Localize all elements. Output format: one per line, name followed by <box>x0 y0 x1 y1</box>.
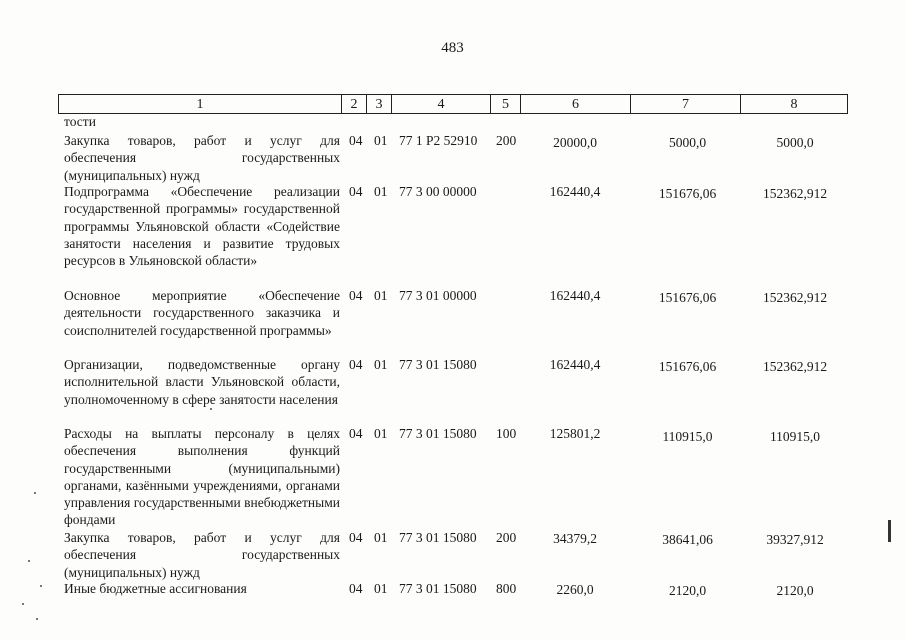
row-amount-2: 110915,0 <box>662 429 713 444</box>
scan-speck <box>210 408 212 410</box>
row-amount-2: 151676,06 <box>658 186 717 201</box>
row-amount-3: 5000,0 <box>776 135 814 150</box>
row-description: Основное мероприятие «Обеспечение деятельности государственного заказчика и соисполнителей государственной программы» <box>64 288 340 338</box>
row-target-code: 77 3 00 00000 <box>399 184 477 199</box>
row-section: 04 <box>349 426 363 441</box>
row-expense-type: 200 <box>496 530 517 545</box>
header-col-2: 2 <box>342 95 367 113</box>
scan-speck <box>28 560 30 562</box>
row-amount-3: 110915,0 <box>769 429 821 444</box>
row-amount-3: 152362,912 <box>762 290 828 305</box>
row-amount-1: 162440,4 <box>549 184 601 199</box>
row-target-code: 77 3 01 15080 <box>399 530 477 545</box>
row-amount-2: 2120,0 <box>668 583 707 598</box>
row-section: 04 <box>349 530 363 545</box>
row-subsection: 01 <box>374 426 388 441</box>
row-amount-2: 38641,06 <box>662 532 713 547</box>
row-amount-3: 39327,912 <box>766 532 824 547</box>
row-description: Расходы на выплаты персоналу в целях обеспечения выполнения функций государственными (муниципальными) органами, казёнными учреждениями, органами управления государственными внебюджетными фондами <box>64 426 340 528</box>
row-amount-1: 162440,4 <box>549 357 601 372</box>
row-section: 04 <box>349 581 363 596</box>
scan-speck <box>36 618 38 620</box>
row-amount-1: 162440,4 <box>549 288 601 303</box>
row-amount-1: 125801,2 <box>549 426 601 441</box>
header-col-8: 8 <box>790 97 798 112</box>
header-col-7: 7 <box>631 95 741 113</box>
row-target-code: 77 1 Р2 52910 <box>399 133 478 148</box>
page-number: 483 <box>441 40 464 56</box>
row-target-code: 77 3 01 15080 <box>399 581 477 596</box>
row-target-code: 77 3 01 15080 <box>399 357 477 372</box>
header-col-1: 1 <box>59 95 342 113</box>
row-amount-1: 2260,0 <box>556 582 594 597</box>
row-subsection: 01 <box>374 581 388 596</box>
row-amount-2: 151676,06 <box>658 290 717 305</box>
row-amount-2: 5000,0 <box>668 135 707 150</box>
row-amount-3: 152362,912 <box>762 359 828 374</box>
scan-speck <box>34 492 36 494</box>
continuation-text: тости <box>64 114 96 129</box>
scan-speck <box>22 603 24 605</box>
row-target-code: 77 3 01 15080 <box>399 426 477 441</box>
row-description: Закупка товаров, работ и услуг для обеспечения государственных (муниципальных) нужд <box>64 530 340 580</box>
row-expense-type: 100 <box>496 426 517 441</box>
row-description: Закупка товаров, работ и услуг для обеспечения государственных (муниципальных) нужд <box>64 133 340 183</box>
row-subsection: 01 <box>374 357 388 372</box>
row-amount-1: 34379,2 <box>553 531 597 546</box>
header-col-4: 4 <box>392 95 491 113</box>
row-section: 04 <box>349 184 363 199</box>
row-amount-2: 151676,06 <box>658 359 717 374</box>
header-col-3: 3 <box>367 95 392 113</box>
row-expense-type: 200 <box>496 133 517 148</box>
row-subsection: 01 <box>374 184 388 199</box>
row-target-code: 77 3 01 00000 <box>399 288 477 303</box>
row-subsection: 01 <box>374 133 388 148</box>
scan-speck <box>40 585 42 587</box>
row-expense-type: 800 <box>496 581 517 596</box>
row-section: 04 <box>349 357 363 372</box>
row-section: 04 <box>349 288 363 303</box>
table-header <box>58 94 848 114</box>
row-amount-3: 152362,912 <box>762 186 828 201</box>
row-description: Иные бюджетные ассигнования <box>64 581 247 596</box>
row-amount-1: 20000,0 <box>553 135 597 150</box>
row-description: Подпрограмма «Обеспечение реализации государственной программы» государственной программы Ульяновской области «Содействие занятости населения и развитие трудовых ресурсов в Ульяновской области» <box>64 184 340 269</box>
row-amount-3: 2120,0 <box>776 583 814 598</box>
row-subsection: 01 <box>374 530 388 545</box>
scan-edge-mark <box>888 520 891 542</box>
header-col-5: 5 <box>491 95 521 113</box>
row-description: Организации, подведомственные органу исполнительной власти Ульяновской области, уполномоченному в сфере занятости населения <box>64 357 340 407</box>
row-section: 04 <box>349 133 363 148</box>
header-col-6: 6 <box>521 95 631 113</box>
row-subsection: 01 <box>374 288 388 303</box>
